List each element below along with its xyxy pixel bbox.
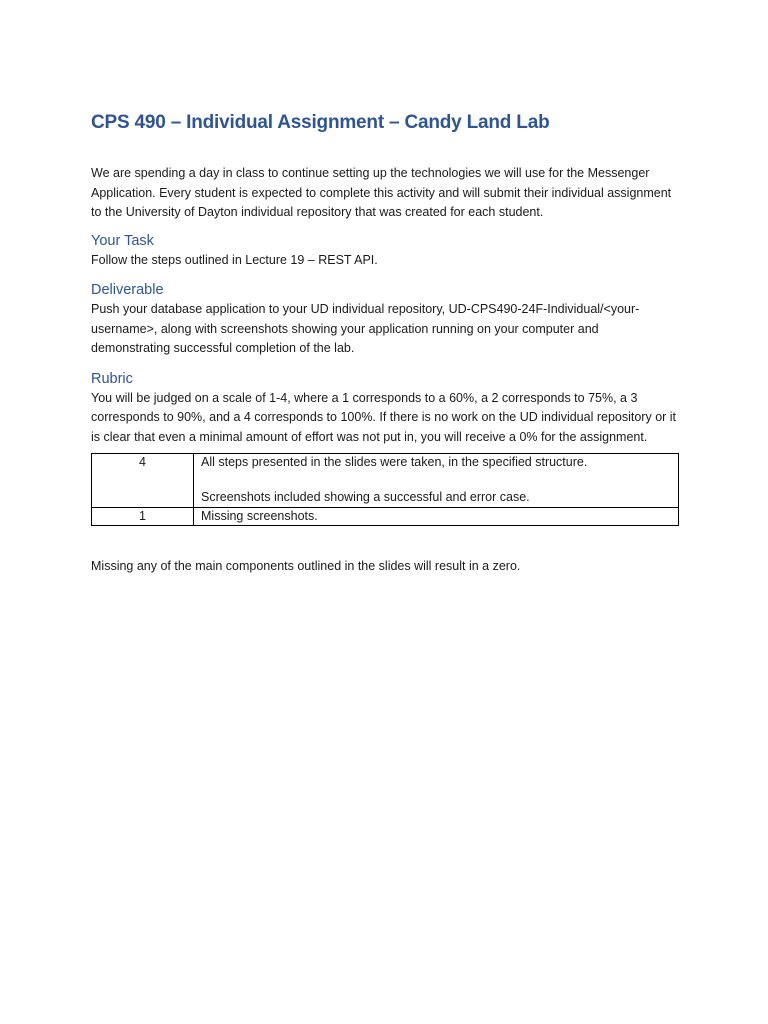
rubric-criteria-cell	[194, 454, 679, 508]
section-body-deliverable: Push your database application to your UD individual repository, UD-CPS490-24F-Individual/<your-username>, along with screenshots showing your application running on your computer and demonstrating successful completion of the lab.	[91, 302, 640, 355]
table-row	[92, 454, 679, 508]
rubric-criteria-line: Missing screenshots.	[201, 508, 318, 523]
table-row	[92, 507, 679, 526]
line-gap	[201, 472, 671, 490]
section-heading-deliverable: Deliverable	[91, 282, 164, 298]
section-heading-rubric: Rubric	[91, 370, 133, 387]
rubric-table	[91, 453, 679, 526]
rubric-criteria-line: Screenshots included showing a successful and error case.	[201, 490, 530, 504]
document-title: CPS 490 – Individual Assignment – Candy Land Lab	[91, 112, 550, 133]
rubric-criteria-line: All steps presented in the slides were taken, in the specified structure.	[201, 455, 588, 469]
section-body-your-task: Follow the steps outlined in Lecture 19 – REST API.	[91, 252, 378, 267]
rubric-score-cell: 4	[92, 454, 194, 508]
rubric-score-cell: 1	[92, 507, 194, 526]
section-body-rubric: You will be judged on a scale of 1-4, where a 1 corresponds to a 60%, a 2 corresponds to 75%, a 3 corresponds to 90%, and a 4 corresponds to 100%. If there is no work on the UD individual repository or it is clear that even a minimal amount of effort was not put in, you will receive a 0% for the assignment.	[91, 390, 677, 444]
section-heading-your-task: Your Task	[91, 232, 154, 249]
rubric-criteria-cell	[194, 507, 679, 526]
document-content	[91, 110, 681, 577]
intro-paragraph: We are spending a day in class to continue setting up the technologies we will use for the Messenger Application. Every student is expected to complete this activity and will submit their individual assignment to the University of Dayton individual repository that was created for each student.	[91, 166, 672, 219]
footer-note: Missing any of the main components outlined in the slides will result in a zero.	[91, 559, 521, 573]
